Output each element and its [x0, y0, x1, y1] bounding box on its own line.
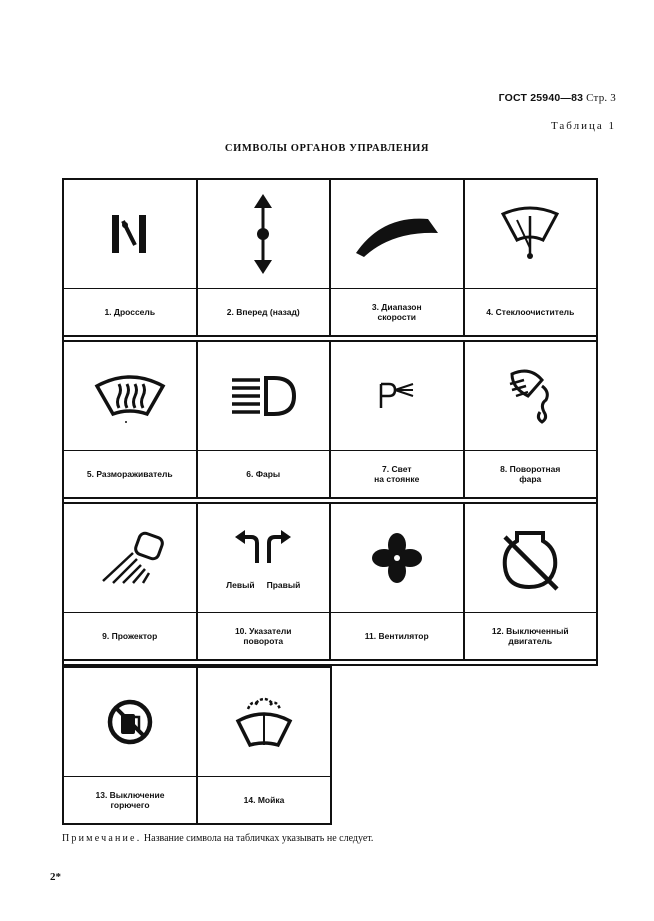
- wiper-icon: [495, 204, 565, 264]
- fuel-shutoff-icon: [105, 697, 155, 747]
- symbol-cell-8: [465, 342, 599, 499]
- standard-number: ГОСТ 25940—83: [498, 92, 584, 104]
- symbol-caption: 2. Вперед (назад): [226, 307, 300, 317]
- note-text: Название символа на табличках указывать не следует.: [143, 833, 374, 844]
- symbol-caption: 6. Фары: [246, 469, 281, 479]
- symbol-cell-4: [465, 180, 599, 337]
- symbol-cell-9: [64, 504, 198, 661]
- fan-icon: [370, 531, 424, 585]
- symbols-table: [62, 178, 598, 825]
- note-label: Примечание.: [62, 833, 142, 844]
- symbol-caption: 9. Прожектор: [102, 631, 158, 641]
- defroster-icon: [93, 368, 167, 424]
- turn-labels: [198, 580, 330, 590]
- symbol-cell-11: [331, 504, 465, 661]
- page-number: 2*: [50, 871, 61, 883]
- spotlight-icon: [93, 531, 167, 585]
- page-header: [499, 92, 616, 104]
- symbol-cell-14: [198, 668, 332, 825]
- turn-left-label: Левый: [226, 580, 255, 590]
- speed-range-icon: [352, 209, 442, 259]
- symbol-caption: 3. Диапазон скорости: [371, 302, 422, 322]
- table-title: СИМВОЛЫ ОРГАНОВ УПРАВЛЕНИЯ: [224, 143, 430, 154]
- symbol-caption: 10. Указатели поворота: [234, 626, 292, 646]
- symbol-caption: 14. Мойка: [243, 795, 285, 805]
- turn-right-label: Правый: [266, 580, 301, 590]
- symbol-cell-7: [331, 342, 465, 499]
- table-label: Таблица 1: [550, 120, 616, 132]
- symbol-caption: 1. Дроссель: [104, 307, 156, 317]
- symbol-cell-13: [64, 668, 198, 825]
- washer-icon: [234, 693, 294, 751]
- symbol-cell-3: [331, 180, 465, 337]
- symbol-cell-6: [198, 342, 332, 499]
- swivel-lamp-icon: [502, 366, 558, 426]
- symbol-caption: 8. Поворотная фара: [500, 464, 561, 484]
- table-row: [62, 342, 598, 499]
- symbol-caption: 11. Вентилятор: [364, 631, 429, 641]
- parking-light-icon: [375, 380, 419, 412]
- symbol-caption: 5. Размораживатель: [86, 469, 173, 479]
- footnote: [62, 833, 373, 844]
- turn-signal-icon: [231, 527, 295, 567]
- page-number-header: Стр. 3: [586, 92, 616, 104]
- symbol-cell-1: [64, 180, 198, 337]
- forward-reverse-icon: [248, 192, 278, 276]
- symbol-caption: 4. Стеклоочиститель: [486, 307, 575, 317]
- symbol-cell-12: [465, 504, 599, 661]
- table-row: [62, 178, 598, 337]
- table-row: [62, 666, 332, 825]
- symbol-cell-10: [198, 504, 332, 661]
- throttle-icon: [105, 209, 155, 259]
- headlights-icon: [228, 374, 298, 418]
- symbol-caption: 12. Выключенный двигатель: [491, 626, 569, 646]
- table-row: [62, 504, 598, 661]
- symbol-caption: 7. Свет на стоянке: [374, 464, 420, 484]
- engine-off-icon: [495, 523, 565, 593]
- symbol-cell-2: [198, 180, 332, 337]
- symbol-caption: 13. Выключение горючего: [95, 790, 165, 810]
- symbol-cell-5: [64, 342, 198, 499]
